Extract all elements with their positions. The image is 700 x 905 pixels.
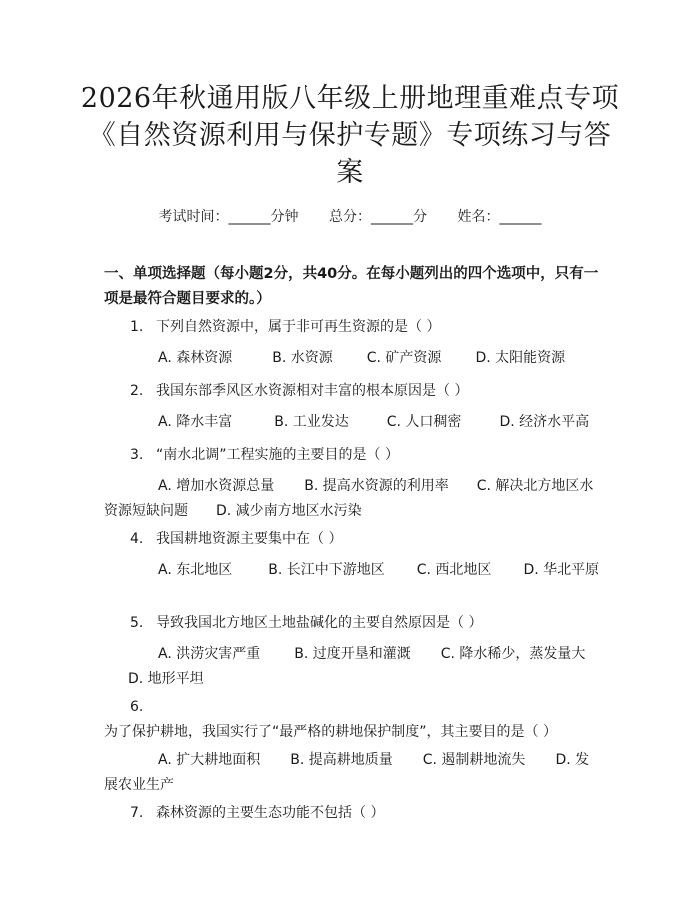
option-c: C. 矿产资源 [366,350,442,366]
option-c: C. 人口稠密 [386,414,462,430]
exam-meta [0,206,700,226]
question-number: 1. [130,319,144,335]
option-d: D. 经济水平高 [499,414,590,430]
option-b: B. 工业发达 [274,414,349,430]
option-b: B. 过度开垦和灌溉 [294,646,411,662]
question-1 [104,315,602,340]
question-stem: 为了保护耕地，我国实行了“最严格的耕地保护制度”，其主要目的是（ ） [104,724,557,740]
option-b: B. 提高水资源的利用率 [304,478,449,494]
question-number: 3. [130,447,144,463]
question-number: 5. [130,615,144,631]
question-stem: 下列自然资源中，属于非可再生资源的是（ ） [156,319,441,335]
option-d: D. 发展农业生产 [104,752,590,793]
question-stem: 我国东部季风区水资源相对丰富的根本原因是（ ） [156,383,469,399]
question-6-options [104,748,602,798]
question-number: 4. [130,531,144,547]
question-4 [104,527,602,552]
question-stem: 导致我国北方地区土地盐碱化的主要自然原因是（ ） [156,615,483,631]
option-a: A. 扩大耕地面积 [158,752,261,768]
question-stem: “南水北调”工程实施的主要目的是（ ） [156,447,399,463]
option-b: B. 提高耕地质量 [290,752,393,768]
option-a: A. 东北地区 [158,562,233,578]
total-score: 总分：______分 [329,209,427,225]
question-4-options [104,558,602,583]
question-number: 7. [130,805,144,821]
question-number: 6. [130,699,144,715]
student-name: 姓名：______ [457,209,542,225]
option-d: D. 减少南方地区水污染 [216,503,362,519]
question-number: 2. [130,383,144,399]
option-a: A. 森林资源 [158,350,233,366]
question-3-options [104,474,602,524]
exam-time: 考试时间：______分钟 [158,209,299,225]
option-a: A. 降水丰富 [158,414,233,430]
question-stem: 我国耕地资源主要集中在（ ） [156,531,343,547]
option-c: C. 西北地区 [416,562,492,578]
question-1-options [104,346,602,371]
question-6 [104,695,602,745]
question-stem: 森林资源的主要生态功能不包括（ ） [156,805,385,821]
document-title: 2026年秋通用版八年级上册地理重难点专项《自然资源利用与保护专题》专项练习与答案 [80,83,620,188]
section-heading: 一、单项选择题（每小题2分，共40分。在每小题列出的四个选项中，只有一项是最符合题目要求的。） [104,266,599,307]
option-d: D. 太阳能资源 [475,350,566,366]
option-b: B. 水资源 [272,350,333,366]
option-d: D. 地形平坦 [128,671,204,687]
question-2 [104,379,602,404]
option-c: C. 遏制耕地流失 [422,752,526,768]
question-3 [104,443,602,468]
question-2-options [104,410,602,435]
question-5 [104,611,602,636]
option-d: D. 华北平原 [523,562,600,578]
option-c: C. 解决北方地区水资源短缺问题 [104,478,594,519]
option-a: A. 洪涝灾害严重 [158,646,261,662]
question-5-options [104,642,602,692]
option-b: B. 长江中下游地区 [268,562,385,578]
question-7 [104,801,602,826]
option-c: C. 降水稀少，蒸发量大 [440,646,586,662]
option-a: A. 增加水资源总量 [158,478,275,494]
